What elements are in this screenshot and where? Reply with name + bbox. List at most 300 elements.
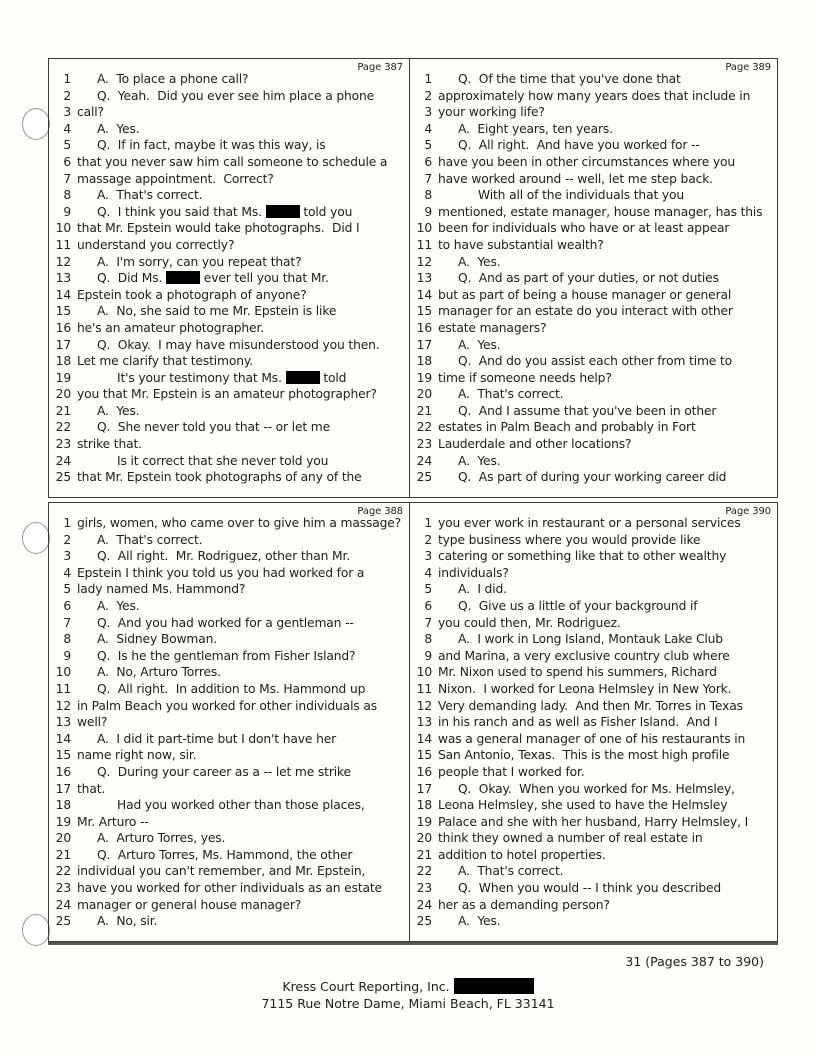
transcript-line: [410, 814, 777, 831]
transcript-line: [49, 532, 409, 549]
line-number: 4: [63, 565, 71, 580]
line-text: name right now, sir.: [77, 748, 197, 763]
line-text: Lauderdale and other locations?: [438, 437, 632, 452]
line-text: A. Yes.: [458, 453, 501, 468]
line-text: Q. Of the time that you've done that: [458, 72, 681, 86]
line-text: but as part of being a house manager or general: [438, 287, 732, 302]
line-number: 23: [416, 881, 432, 896]
line-text: type business where you would provide like: [438, 532, 701, 547]
line-number: 15: [55, 748, 71, 763]
line-number: 2: [424, 88, 432, 103]
transcript-line: [49, 71, 409, 88]
line-number: 3: [63, 105, 71, 120]
transcript-line: [49, 104, 409, 121]
line-number: 17: [416, 781, 432, 796]
line-number: 16: [55, 320, 71, 335]
line-number: 24: [55, 453, 71, 468]
line-text: Q. Okay. When you worked for Ms. Helmsley,: [458, 781, 735, 796]
transcript-line: [410, 88, 777, 105]
page-number: Page 390: [725, 506, 771, 517]
line-text: With all of the individuals that you: [478, 188, 685, 203]
line-number: 10: [55, 665, 71, 680]
transcript-line: [49, 353, 409, 370]
line-text: Had you worked other than those places,: [117, 798, 365, 813]
transcript-line: [49, 287, 409, 304]
line-number: 10: [416, 221, 432, 236]
transcript-line: [49, 664, 409, 681]
line-text: strike that.: [77, 437, 142, 452]
transcript-lines: [49, 71, 409, 486]
line-number: 11: [55, 237, 71, 252]
line-number: 21: [55, 403, 71, 418]
line-text: to have substantial wealth?: [438, 237, 604, 252]
transcript-line: [49, 469, 409, 486]
transcript-line: [410, 154, 777, 171]
court-reporter-name: Kress Court Reporting, Inc.: [0, 978, 816, 994]
line-number: 16: [55, 764, 71, 779]
transcript-lines: [49, 515, 409, 930]
line-text: A. That's correct.: [458, 864, 564, 879]
transcript-line: [410, 419, 777, 436]
line-number: 1: [63, 516, 71, 530]
transcript-line: [49, 598, 409, 615]
line-number: 13: [55, 715, 71, 730]
court-reporter-address: 7115 Rue Notre Dame, Miami Beach, FL 33141: [261, 996, 555, 1011]
transcript-line: [49, 237, 409, 254]
line-number: 3: [424, 105, 432, 120]
line-number: 7: [424, 171, 432, 186]
line-text: that Mr. Epstein took photographs of any of the: [77, 470, 362, 485]
transcript-line: [49, 747, 409, 764]
line-text: Mr. Arturo --: [77, 814, 149, 829]
line-number: 13: [416, 271, 432, 286]
line-text: people that I worked for.: [438, 764, 585, 779]
transcript-line: [410, 370, 777, 387]
line-number: 2: [424, 532, 432, 547]
line-number: 14: [416, 731, 432, 746]
line-number: 9: [63, 204, 71, 219]
line-text: call?: [77, 105, 104, 120]
line-text: Palace and she with her husband, Harry Helmsley, I: [438, 814, 749, 829]
line-number: 17: [55, 337, 71, 352]
line-text: A. Yes.: [97, 121, 140, 136]
transcript-line: [49, 880, 409, 897]
transcript-line: [410, 681, 777, 698]
page-387-panel: [48, 58, 410, 498]
line-number: 24: [55, 897, 71, 912]
transcript-line: [410, 171, 777, 188]
transcript-line: [49, 320, 409, 337]
line-number: 4: [63, 121, 71, 136]
transcript-line: [410, 913, 777, 930]
line-number: 5: [424, 582, 432, 597]
redaction-bar: [286, 371, 320, 384]
line-number: 14: [55, 731, 71, 746]
transcript-line: [410, 764, 777, 781]
transcript-line: [410, 353, 777, 370]
line-text: A. To place a phone call?: [97, 72, 249, 86]
line-text: Q. As part of during your working career did: [458, 470, 727, 485]
line-text: A. That's correct.: [97, 188, 203, 203]
line-text: manager or general house manager?: [77, 897, 302, 912]
line-text: A. I did it part-time but I don't have her: [97, 731, 337, 746]
transcript-line: [49, 154, 409, 171]
line-text: Q. All right. In addition to Ms. Hammond up: [97, 681, 366, 696]
transcript-line: [49, 303, 409, 320]
line-number: 14: [55, 287, 71, 302]
line-number: 17: [55, 781, 71, 796]
transcript-line: [49, 797, 409, 814]
line-number: 1: [63, 72, 71, 86]
line-text: A. Yes.: [97, 403, 140, 418]
transcript-line: [410, 830, 777, 847]
line-number: 12: [416, 254, 432, 269]
line-text: A. I'm sorry, can you repeat that?: [97, 254, 302, 269]
line-text: Q. All right. And have you worked for --: [458, 138, 700, 153]
line-text: A. That's correct.: [97, 532, 203, 547]
line-number: 14: [416, 287, 432, 302]
transcript-line: [49, 254, 409, 271]
line-text: in his ranch and as well as Fisher Island. And I: [438, 715, 718, 730]
line-number: 25: [416, 914, 432, 929]
line-text: you could then, Mr. Rodriguez.: [438, 615, 621, 630]
transcript-line: [410, 453, 777, 470]
transcript-line: [49, 436, 409, 453]
line-text: Q. And do you assist each other from time to: [458, 354, 733, 369]
transcript-line: [49, 419, 409, 436]
transcript-line: [410, 615, 777, 632]
line-number: 8: [63, 632, 71, 647]
line-text: A. Yes.: [458, 914, 501, 929]
transcript-line: [410, 137, 777, 154]
transcript-line: [410, 303, 777, 320]
line-text: your working life?: [438, 105, 545, 120]
line-text: individuals?: [438, 565, 509, 580]
transcript-line: [49, 863, 409, 880]
line-text: Q. Okay. I may have misunderstood you then.: [97, 337, 380, 352]
transcript-line: [49, 631, 409, 648]
line-number: 22: [416, 420, 432, 435]
line-text: addition to hotel properties.: [438, 847, 606, 862]
transcript-line: [49, 171, 409, 188]
line-text: mentioned, estate manager, house manager, has this: [438, 204, 763, 219]
line-text: A. Sidney Bowman.: [97, 632, 218, 647]
line-text: lady named Ms. Hammond?: [77, 582, 246, 597]
line-text: have worked around -- well, let me step back.: [438, 171, 713, 186]
transcript-line: [49, 847, 409, 864]
line-number: 19: [416, 370, 432, 385]
transcript-line: [49, 615, 409, 632]
line-number: 15: [416, 748, 432, 763]
page-389-panel: [409, 58, 778, 498]
line-text: Q. Yeah. Did you ever see him place a phone: [97, 88, 375, 103]
line-number: 11: [416, 681, 432, 696]
line-number: 3: [424, 549, 432, 564]
line-text: estates in Palm Beach and probably in Fort: [438, 420, 696, 435]
line-text: you that Mr. Epstein is an amateur photographer?: [77, 387, 377, 402]
line-text: have you worked for other individuals as an estate: [77, 881, 382, 896]
line-text: Epstein took a photograph of anyone?: [77, 287, 307, 302]
line-number: 25: [416, 470, 432, 485]
page-number: Page 389: [725, 62, 771, 73]
line-text: time if someone needs help?: [438, 370, 612, 385]
line-text: was a general manager of one of his restaurants in: [438, 731, 746, 746]
line-text: approximately how many years does that include in: [438, 88, 751, 103]
transcript-line: [49, 204, 409, 221]
line-number: 16: [416, 764, 432, 779]
binder-hole-bottom: [22, 914, 50, 946]
line-number: 7: [424, 615, 432, 630]
transcript-line: [410, 121, 777, 138]
transcript-line: [49, 581, 409, 598]
line-text: he's an amateur photographer.: [77, 320, 265, 335]
transcript-line: [410, 797, 777, 814]
transcript-line: [410, 237, 777, 254]
line-number: 12: [55, 698, 71, 713]
transcript-line: [49, 830, 409, 847]
line-text: A. Yes.: [458, 337, 501, 352]
line-number: 17: [416, 337, 432, 352]
transcript-line: [410, 187, 777, 204]
line-number: 20: [55, 831, 71, 846]
transcript-line: [410, 880, 777, 897]
transcript-lines: [410, 71, 777, 486]
page-388-panel: [48, 502, 410, 942]
line-text: Q. Did Ms. ever tell you that Mr.: [97, 271, 329, 286]
line-number: 22: [55, 864, 71, 879]
transcript-line: [410, 254, 777, 271]
page-390-panel: [409, 502, 778, 942]
redaction-bar: [166, 271, 200, 284]
transcript-line: [49, 121, 409, 138]
line-number: 8: [424, 188, 432, 203]
line-number: 12: [55, 254, 71, 269]
line-number: 15: [55, 304, 71, 319]
line-number: 4: [424, 565, 432, 580]
line-text: understand you correctly?: [77, 237, 235, 252]
line-text: individual you can't remember, and Mr. Epstein,: [77, 864, 366, 879]
line-number: 19: [55, 370, 71, 385]
redaction-bar: [454, 978, 534, 994]
line-text: that Mr. Epstein would take photographs. Did I: [77, 221, 360, 236]
line-number: 25: [55, 914, 71, 929]
line-text: A. No, she said to me Mr. Epstein is like: [97, 304, 337, 319]
transcript-line: [49, 913, 409, 930]
transcript-line: [49, 897, 409, 914]
transcript-line: [410, 565, 777, 582]
line-text: Q. All right. Mr. Rodriguez, other than Mr.: [97, 549, 350, 564]
line-text: A. Arturo Torres, yes.: [97, 831, 226, 846]
line-text: Q. I think you said that Ms. told you: [97, 204, 353, 219]
line-text: Q. If in fact, maybe it was this way, is: [97, 138, 326, 153]
transcript-line: [410, 781, 777, 798]
transcript-line: [49, 386, 409, 403]
transcript-line: [410, 714, 777, 731]
line-text: in Palm Beach you worked for other individuals as: [77, 698, 377, 713]
line-text: manager for an estate do you interact with other: [438, 304, 733, 319]
line-number: 22: [416, 864, 432, 879]
line-number: 8: [424, 632, 432, 647]
transcript-line: [410, 747, 777, 764]
transcript-line: [49, 781, 409, 798]
line-text: Q. Is he the gentleman from Fisher Island?: [97, 648, 356, 663]
transcript-line: [49, 764, 409, 781]
transcript-line: [410, 664, 777, 681]
line-number: 6: [63, 598, 71, 613]
line-text: and Marina, a very exclusive country club where: [438, 648, 730, 663]
line-number: 9: [424, 204, 432, 219]
transcript-line: [410, 897, 777, 914]
line-text: Leona Helmsley, she used to have the Helmsley: [438, 798, 728, 813]
line-text: A. I work in Long Island, Montauk Lake Club: [458, 632, 723, 647]
transcript-line: [410, 104, 777, 121]
line-text: that you never saw him call someone to schedule a: [77, 154, 388, 169]
line-number: 9: [424, 648, 432, 663]
transcript-line: [49, 403, 409, 420]
transcript-line: [410, 863, 777, 880]
page-number: Page 388: [357, 506, 403, 517]
line-text: Q. During your career as a -- let me strike: [97, 764, 351, 779]
line-number: 23: [55, 437, 71, 452]
transcript-line: [410, 71, 777, 88]
line-number: 10: [416, 665, 432, 680]
transcript-line: [49, 220, 409, 237]
transcript-line: [49, 337, 409, 354]
line-number: 13: [55, 271, 71, 286]
line-number: 18: [416, 798, 432, 813]
transcript-line: [410, 532, 777, 549]
bottom-rule: [48, 942, 778, 945]
line-number: 2: [63, 88, 71, 103]
transcript-line: [410, 287, 777, 304]
line-text: massage appointment. Correct?: [77, 171, 274, 186]
transcript-line: [49, 88, 409, 105]
line-text: been for individuals who have or at least appear: [438, 221, 730, 236]
line-text: well?: [77, 715, 108, 730]
line-text: catering or something like that to other wealthy: [438, 549, 727, 564]
line-text: Q. And I assume that you've been in other: [458, 403, 717, 418]
line-number: 13: [416, 715, 432, 730]
line-text: Q. And you had worked for a gentleman --: [97, 615, 354, 630]
line-number: 1: [424, 72, 432, 86]
line-text: Very demanding lady. And then Mr. Torres in Texas: [438, 698, 743, 713]
line-number: 10: [55, 221, 71, 236]
transcript-line: [49, 137, 409, 154]
line-number: 21: [55, 847, 71, 862]
transcript-line: [49, 731, 409, 748]
line-text: have you been in other circumstances where you: [438, 154, 736, 169]
line-number: 18: [55, 798, 71, 813]
transcript-line: [49, 187, 409, 204]
line-text: Nixon. I worked for Leona Helmsley in New York.: [438, 681, 732, 696]
line-number: 12: [416, 698, 432, 713]
line-number: 11: [55, 681, 71, 696]
binder-hole-top: [22, 108, 50, 140]
transcript-line: [49, 648, 409, 665]
line-text: It's your testimony that Ms. told: [117, 370, 347, 385]
transcript-line: [49, 698, 409, 715]
line-number: 19: [55, 814, 71, 829]
line-text: A. Eight years, ten years.: [458, 121, 613, 136]
transcript-line: [49, 714, 409, 731]
line-text: that.: [77, 781, 106, 796]
line-number: 7: [63, 171, 71, 186]
binder-hole-middle: [22, 522, 50, 554]
transcript-line: [49, 515, 409, 532]
line-number: 23: [416, 437, 432, 452]
line-number: 19: [416, 814, 432, 829]
transcript-line: [410, 515, 777, 532]
transcript-line: [410, 386, 777, 403]
transcript-line: [49, 270, 409, 287]
transcript-line: [410, 731, 777, 748]
line-number: 18: [55, 354, 71, 369]
line-text: A. No, sir.: [97, 914, 158, 929]
line-number: 24: [416, 897, 432, 912]
line-number: 11: [416, 237, 432, 252]
line-text: her as a demanding person?: [438, 897, 610, 912]
transcript-line: [49, 814, 409, 831]
transcript-line: [49, 370, 409, 387]
line-text: think they owned a number of real estate in: [438, 831, 703, 846]
line-number: 1: [424, 516, 432, 530]
line-text: Q. And as part of your duties, or not duties: [458, 271, 719, 286]
transcript-line: [410, 469, 777, 486]
line-text: A. I did.: [458, 582, 507, 597]
line-number: 8: [63, 188, 71, 203]
line-text: Q. Arturo Torres, Ms. Hammond, the other: [97, 847, 353, 862]
transcript-line: [410, 847, 777, 864]
line-number: 25: [55, 470, 71, 485]
transcript-line: [410, 548, 777, 565]
transcript-line: [49, 565, 409, 582]
line-text: you ever work in restaurant or a personal services: [438, 516, 741, 530]
line-number: 5: [63, 582, 71, 597]
transcript-line: [410, 631, 777, 648]
line-number: 4: [424, 121, 432, 136]
line-text: Epstein I think you told us you had worked for a: [77, 565, 365, 580]
line-number: 2: [63, 532, 71, 547]
transcript-line: [49, 681, 409, 698]
line-text: girls, women, who came over to give him a massage?: [77, 516, 402, 530]
line-number: 20: [416, 831, 432, 846]
transcript-line: [410, 581, 777, 598]
line-number: 23: [55, 881, 71, 896]
line-number: 9: [63, 648, 71, 663]
line-text: A. Yes.: [458, 254, 501, 269]
page-range-note: 31 (Pages 387 to 390): [625, 954, 764, 969]
line-number: 20: [55, 387, 71, 402]
line-number: 6: [424, 598, 432, 613]
line-number: 5: [424, 138, 432, 153]
transcript-line: [410, 337, 777, 354]
line-number: 3: [63, 549, 71, 564]
line-text: A. Yes.: [97, 598, 140, 613]
line-number: 6: [424, 154, 432, 169]
line-number: 20: [416, 387, 432, 402]
transcript-line: [410, 270, 777, 287]
line-number: 15: [416, 304, 432, 319]
redaction-bar: [266, 205, 300, 218]
transcript-line: [410, 598, 777, 615]
transcript-line: [410, 204, 777, 221]
line-text: Is it correct that she never told you: [117, 453, 329, 468]
transcript-line: [410, 698, 777, 715]
line-text: A. No, Arturo Torres.: [97, 665, 221, 680]
line-number: 5: [63, 138, 71, 153]
transcript-line: [410, 436, 777, 453]
line-text: Q. Give us a little of your background if: [458, 598, 698, 613]
